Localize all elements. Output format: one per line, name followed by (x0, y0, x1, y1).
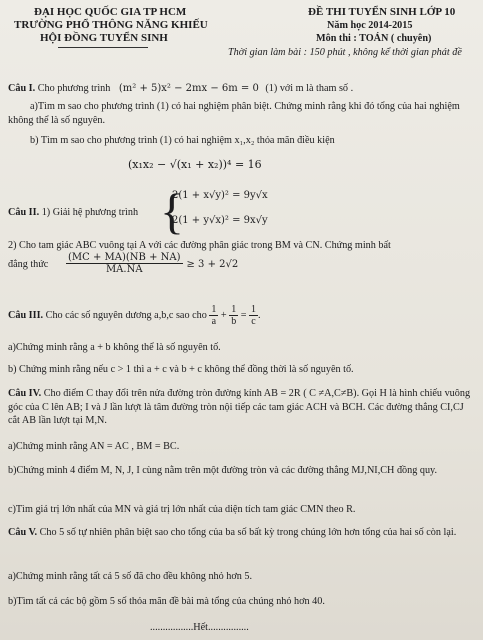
q1-label: Câu I. (8, 83, 36, 94)
frac-2-num: 1 (231, 304, 237, 315)
plus-sign: + (220, 309, 227, 321)
q5-label: Câu V. (8, 527, 38, 538)
end-marker: .................Hết................ (150, 622, 249, 633)
q1-part-b: b) Tìm m sao cho phương trình (1) có hai nghiệm x₁,x₂ thỏa mãn điều kiện (30, 135, 335, 146)
q4-text: Cho điểm C thay đổi trên nửa đường tròn đường kính AB = 2R ( C ≠A,C≠B). Gọi H là hình chiếu vuông góc của C lên AB; I và J lần lượt là tâm đường tròn nội tiếp các tam giác ACH và BCH. Các đường thẳng CI,CJ cắt AB lần lượt tại M,N. (8, 388, 471, 426)
frac-1-c (249, 304, 258, 327)
q1-part-a: a)Tìm m sao cho phương trình (1) có hai nghiệm phân biệt. Chứng minh rằng khi đó tổng của hai nghiệm không thể là số nguyên. (8, 101, 460, 126)
q2-part-2: 2) Cho tam giác ABC vuông tại A với các đường phân giác trong BM và CN. Chứng minh bất (8, 240, 391, 251)
q5-part-b: b)Tìm tất cả các bộ gồm 5 số thỏa mãn đề bài mà tổng của chúng nhỏ hơn 40. (8, 596, 325, 607)
exam-title: ĐỀ THI TUYỂN SINH LỚP 10 (308, 6, 456, 18)
question-1 (8, 82, 478, 96)
q1-tail: (1) với m là tham số . (265, 83, 354, 94)
q1-condition-equation: (x₁x₂ − √(x₁ + x₂))⁴ = 16 (128, 158, 262, 171)
q4-part-b: b)Chứng minh 4 điểm M, N, J, I cùng nằm trên một đường tròn và các đường thẳng MJ,NI,CH đồng quy. (8, 465, 438, 476)
q2-text: 1) Giải hệ phương trình (41, 207, 139, 218)
ineq-fraction (66, 252, 183, 275)
q3-text: Cho các số nguyên dương a,b,c sao cho (45, 309, 207, 321)
q2-ineq-label: đẳng thức (8, 259, 49, 270)
frac-1-a (209, 304, 218, 327)
q1-equation: (m² + 5)x² − 2mx − 6m = 0 (118, 83, 259, 94)
frac-3-den: c (251, 316, 256, 327)
frac-2-den: b (231, 316, 237, 327)
equals-sign: = (240, 309, 247, 321)
university-name: ĐẠI HỌC QUỐC GIA TP HCM (34, 6, 187, 18)
school-name: TRƯỜNG PHỔ THÔNG NĂNG KHIẾU (14, 19, 208, 31)
exam-time: Thời gian làm bài : 150 phút , không kể thời gian phát đề (228, 47, 462, 58)
system-eq-2: 2(1 + y√x)² = 9x√y (172, 215, 268, 226)
council-name: HỘI ĐỒNG TUYỂN SINH (40, 32, 168, 44)
ineq-numerator: (MC + MA)(NB + NA) (68, 252, 181, 263)
q2-label: Câu II. (8, 207, 40, 218)
q4-part-a: a)Chứng minh rằng AN = AC , BM = BC. (8, 441, 180, 452)
question-5 (8, 526, 478, 540)
system-brace: { (160, 183, 184, 239)
frac-1-num: 1 (211, 304, 217, 315)
frac-1-b (229, 304, 238, 327)
frac-1-den: a (211, 316, 217, 327)
period: . (258, 309, 261, 321)
q1-text: Cho phương trình (37, 83, 111, 94)
q2-inequality (66, 252, 238, 275)
q4-label: Câu IV. (8, 388, 42, 399)
school-year: Năm học 2014-2015 (327, 20, 413, 31)
q3-part-b: b) Chứng minh rằng nếu c > 1 thì a + c và b + c không thể đồng thời là số nguyên tố. (8, 364, 354, 375)
system-eq-1: 2(1 + x√y)² = 9y√x (172, 190, 268, 201)
question-3 (8, 304, 478, 327)
question-4 (8, 387, 478, 428)
header-underline (58, 47, 148, 48)
q3-label: Câu III. (8, 309, 44, 321)
q3-part-a: a)Chứng minh rằng a + b không thể là số nguyên tố. (8, 342, 221, 353)
q5-text: Cho 5 số tự nhiên phân biệt sao cho tổng của ba số bất kỳ trong chúng lớn hơn tổng của hai số còn lại. (39, 527, 457, 538)
ineq-denominator: MA.NA (105, 264, 143, 275)
subject: Môn thi : TOÁN ( chuyên) (316, 33, 432, 44)
ineq-rhs: ≥ 3 + 2√2 (186, 259, 239, 271)
q4-part-c: c)Tìm giá trị lớn nhất của MN và giá trị lớn nhất của diện tích tam giác CMN theo R. (8, 504, 356, 515)
q5-part-a: a)Chứng minh rằng tất cả 5 số đã cho đều không nhỏ hơn 5. (8, 571, 253, 582)
frac-3-num: 1 (251, 304, 257, 315)
